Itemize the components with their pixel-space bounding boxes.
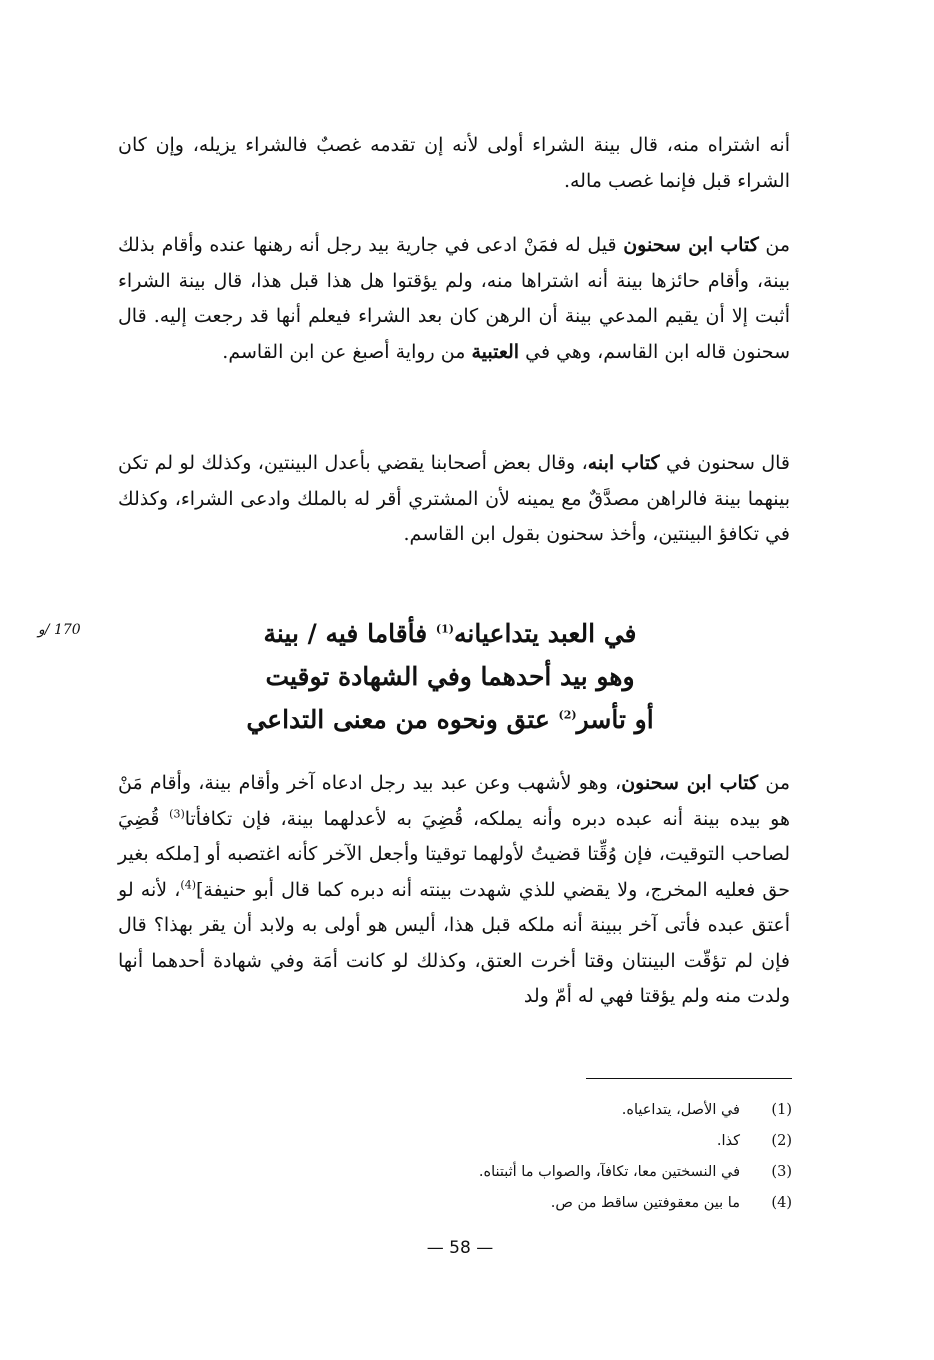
paragraph-1	[118, 128, 790, 199]
paragraph-4	[118, 766, 790, 1015]
source-title-utbiyya: العتبية	[471, 340, 520, 363]
paragraph-4-part-a: ، وهو لأشهب وعن عبد بيد رجل ادعاه آخر وأقام بينة، وأقام مَنْ هو بيده بينة أنه عبده دبره وأنه يملكه، قُضِيَ به لأعدلهما بينة، فإن تكافأتا	[118, 772, 791, 830]
footnote-2: (2) كذا.	[716, 1133, 792, 1149]
footnote-4: (4) ما بين معقوفتين ساقط من ص.	[550, 1195, 792, 1211]
paragraph-2	[118, 228, 790, 370]
heading-line-2: وهو بيد أحدهما وفي الشهادة توقيت	[265, 662, 635, 691]
paragraph-2-tail: من رواية أصبغ عن ابن القاسم.	[222, 340, 472, 363]
footnote-1: (1) في الأصل، يتداعياه.	[621, 1102, 792, 1118]
paragraph-3-tail: ، وقال بعض أصحابنا يقضي بأعدل البينتين، وكذلك لو لم تكن بينهما بينة فالراهن مصدَّقٌ مع يمينه لأن المشتري أقر له بالملك وادعى الشراء، وكذلك في تكافؤ البينتين، وأخذ سحنون بقول ابن القاسم.	[118, 452, 790, 545]
footnote-ref-1: (1)	[435, 622, 455, 636]
paragraph-1-text: أنه اشتراه منه، قال بينة الشراء أولى لأنه إن تقدمه غصبٌ فالشراء يزيله، وإن كان الشراء قبل فإنما غصب ماله.	[118, 134, 790, 192]
footnotes	[380, 1095, 792, 1219]
heading-line-1: في العبد يتداعيانه$^{(1)}$ فأقاما فيه / بينة	[263, 619, 637, 648]
paragraph-4-lead: من	[758, 772, 790, 794]
footnote-3: (3) في النسختين معا، تكافآ، والصواب ما أثبتناه.	[478, 1164, 792, 1180]
paragraph-4-part-c: ، لأنه لو أعتق عبده فأتى آخر ببينة أنه ملكه قبل هذا، أليس هو أولى به ولابد أن يقر بهذا؟ قال فإن لم تؤقّت البينتان وقتا أخرت العتق، وكذلك لو كانت أمَة وفي شهادة أحدهما أنها ولدت منه ولم يؤقتا فهي له أمّ ولد	[118, 878, 790, 1007]
footnote-ref-2: (2)	[558, 708, 577, 722]
paragraph-2-body: قيل له فمَنْ ادعى في جارية بيد رجل أنه رهنها عنده وأقام بذلك بينة، وأقام حائزها بينة أنه اشتراها منه، ولم يؤقتوا هل هذا قبل هذا، قال بينة الشراء أثبت إلا أن يقيم المدعي بينة أن الرهن كان بعد الشراء فيعلم أنها قد رجعت إليه. قال سحنون قاله ابن القاسم، وهي في	[118, 234, 790, 363]
paragraph-2-lead: من	[758, 234, 790, 256]
page-number: — 58 —	[426, 1238, 494, 1258]
source-title-ibn-sahnun: كتاب ابن سحنون	[623, 234, 759, 256]
footnote-separator	[586, 1078, 792, 1079]
footnote-ref-4: (4)	[180, 878, 196, 892]
paragraph-3-lead: قال سحنون في	[659, 452, 791, 474]
heading-line-3: أو تأسر$^{(2)}$ عتق ونحوه من معنى التداعي	[246, 705, 654, 734]
source-title-ibn-sahnun-2: كتاب ابن سحنون	[621, 772, 759, 794]
source-title-kitab-ibnih: كتاب ابنه	[587, 452, 660, 474]
paragraph-4-part-b: قُضِيَ لصاحب التوقيت، فإن وُقِّتا قضيتُ لأولهما توقيتا وأجعل الآخر كأنه اغتصبه أو [ملكه بغير حق فعليه المخرج، ولا يقضي للذي شهدت بينته أنه دبره كما قال أبو حنيفة]	[118, 807, 790, 901]
paragraph-3	[118, 446, 790, 553]
section-heading	[200, 612, 700, 741]
folio-margin-note: 170 /و	[38, 622, 81, 638]
footnote-ref-3: (3)	[169, 807, 185, 821]
